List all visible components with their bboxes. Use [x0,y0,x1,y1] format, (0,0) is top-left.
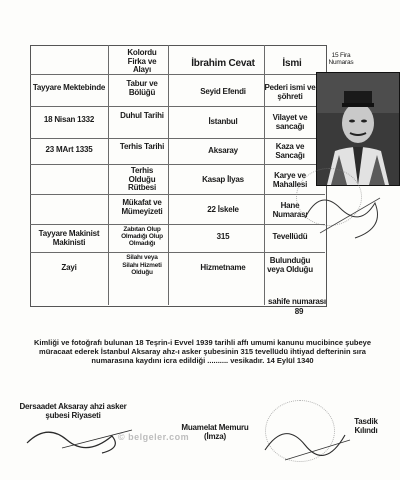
kolordu-label: Kolordu Firka ve Alayı [127,48,157,74]
father-name-value: Seyid Efendi [200,87,246,96]
person-name: İbrahim Cevat [191,58,255,69]
service-doc-value: Hizmetname [200,263,246,272]
page-number-value: 89 [294,307,304,316]
center-signature-caption: Muamelat Memuru [181,423,249,432]
father-name-label: Pederi ismi ve şöhreti [264,83,316,101]
right-signature [255,410,355,470]
watermark: © belgeler.com [118,432,190,442]
row-divider [30,252,325,253]
location-label: Bulunduğu veya Olduğu [267,256,313,274]
ismi-label: İsmi [282,58,302,69]
entry-date-value: 18 Nisan 1332 [43,115,95,124]
certification-text: Kimliği ve fotoğrafı bulunan 18 Teşrin-i Evvel 1939 tarihli affı umumi kanunu mucibince şubeye müracaat ederek İstanbul Aksaray ahz-ı asker şubesinin 315 tevellüdü ihtiyad defterinin sıra numarasına kaydını icra edildiği .......... vesikadır. 14 Eylül 1340 [33,338,372,365]
duhul-label: Duhul Tarihi [120,111,164,120]
row-divider [30,224,325,225]
terhis-label: Terhis Tarihi [119,142,165,151]
center-signature-sub: (İmza) [204,432,226,441]
trade-value: Tayyare Makinist Makinisti [38,229,100,247]
village-label: Karye ve Mahallesi [272,171,308,189]
page-number-label: sahife numarası [268,297,326,306]
signature-scribble [300,178,390,248]
discharge-date-value: 23 MArt 1335 [45,145,93,154]
row-divider [30,194,325,195]
house-number-value: 22 İskele [207,205,239,214]
approval-caption: Tasdik Kılındı [354,417,378,435]
row-divider [30,106,325,107]
school-value: Tayyare Mektebinde [32,83,106,92]
row-divider [30,138,325,139]
row-divider [30,164,325,165]
table-divider [108,45,109,305]
rank-label: Terhis Olduğu Rütbesi [128,166,156,192]
village-value: Kasap İlyas [202,175,244,184]
row-divider [30,74,325,75]
tabur-label: Tabur ve Bölüğü [126,79,158,97]
form-number-label: 15 Fira Numaras [328,52,354,66]
weapon-label: Silahı veya Silahı Hizmeti Olduğu [122,254,162,276]
table-divider [168,45,169,305]
lost-value: Zayi [61,263,77,272]
reward-label: Mükafat ve Mümeyizeti [121,198,163,216]
house-number-label: Hane Numarası [272,201,308,219]
birth-year-value: 315 [216,232,230,241]
left-signature-caption: Dersaadet Aksaray ahzi asker şubesi Riyaseti [19,402,127,420]
officer-label: Zabıtan Olup Olmadığı Olup Olmadığı [121,226,163,247]
district-label: Kaza ve Sancağı [275,142,305,160]
province-label: Vilayet ve sancağı [272,113,308,131]
province-value: İstanbul [208,117,238,126]
birth-year-label: Tevellüdü [272,232,308,241]
district-value: Aksaray [208,146,238,155]
